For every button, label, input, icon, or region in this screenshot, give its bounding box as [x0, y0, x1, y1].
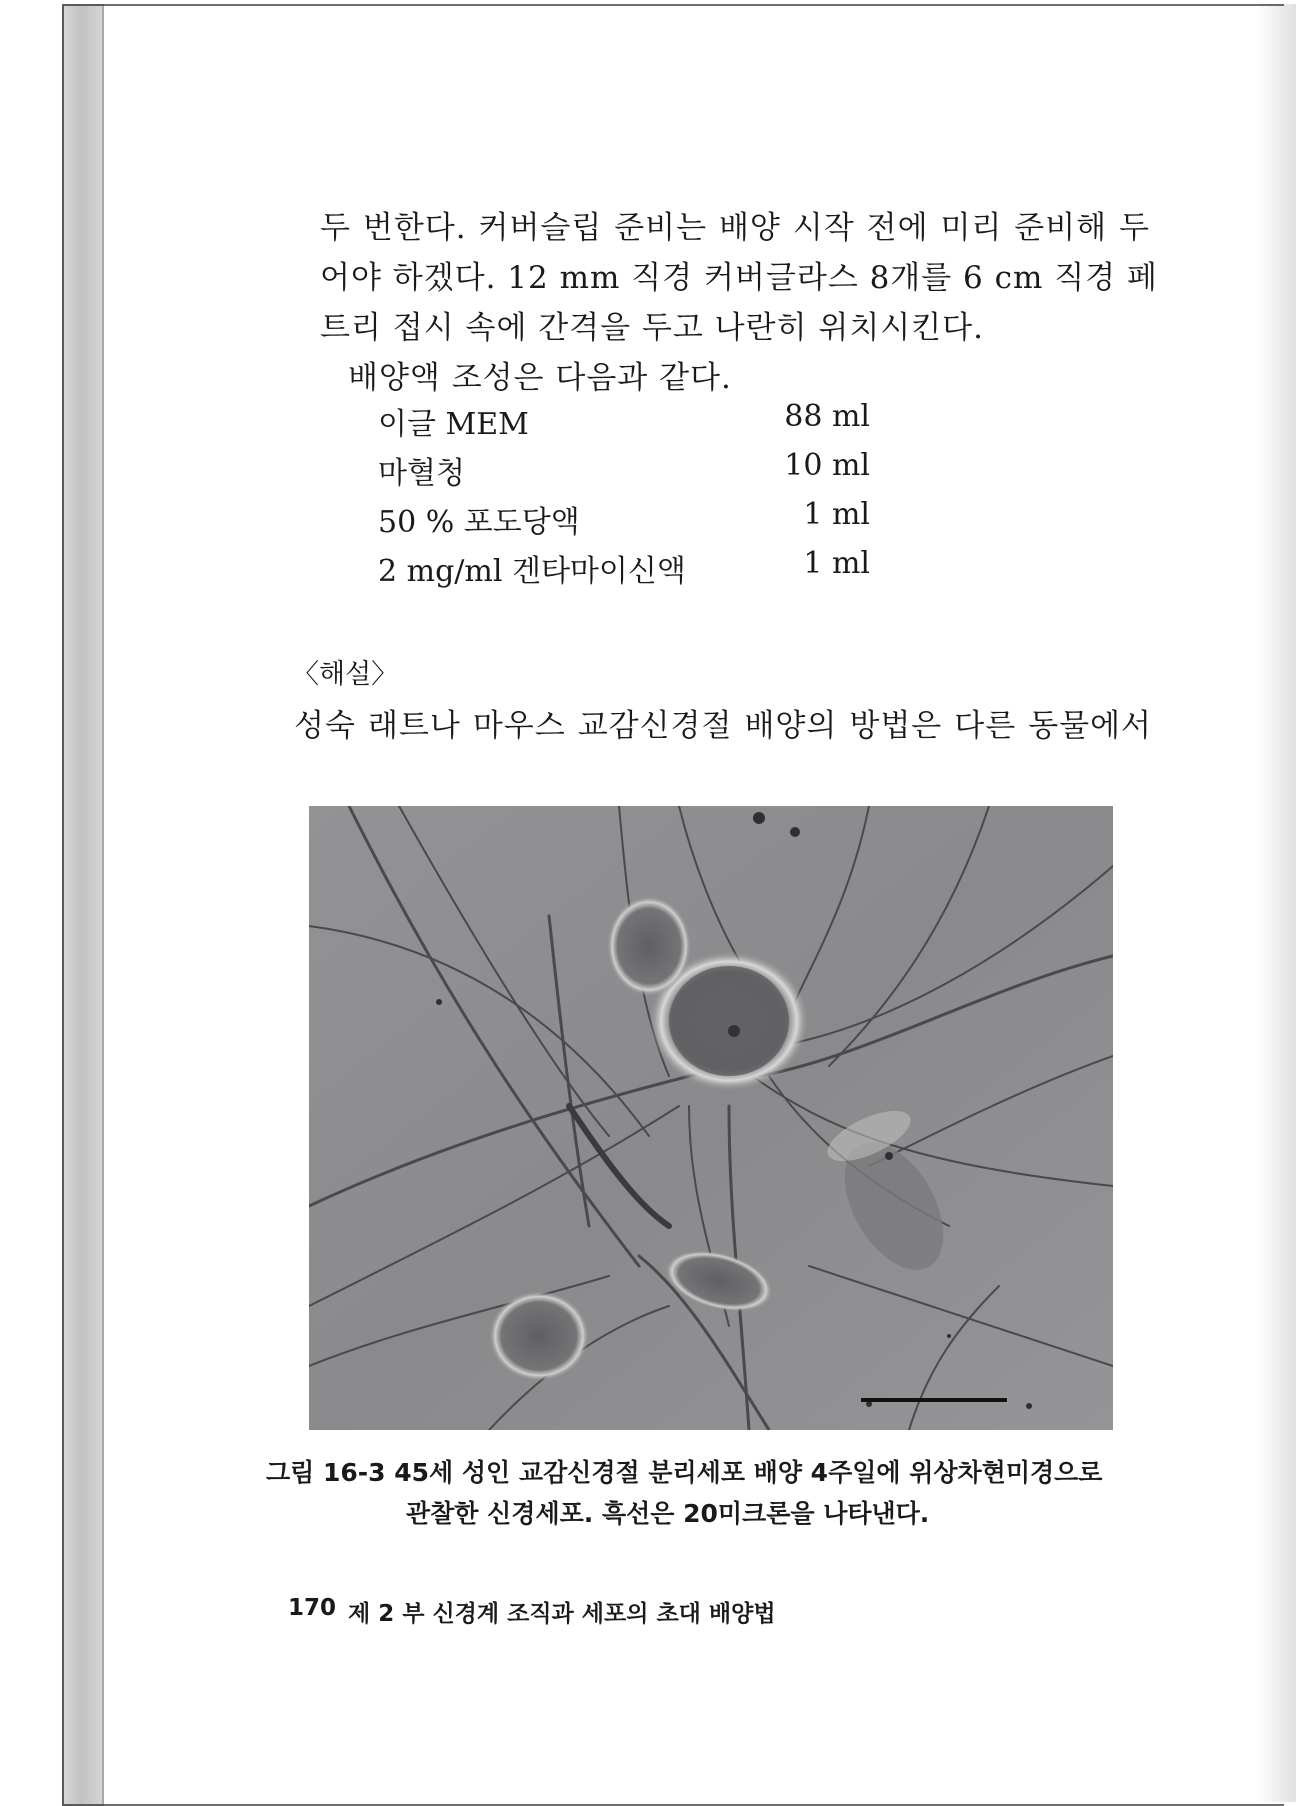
figure-caption-line-2: 관찰한 신경세포. 흑선은 20미크론을 나타낸다.: [406, 1499, 930, 1528]
phase-contrast-micrograph: [309, 806, 1113, 1430]
recipe-item-name: 마혈청: [378, 456, 465, 491]
body-line-2: 어야 하겠다. 12 mm 직경 커버글라스 8개를 6 cm 직경 페: [320, 260, 1158, 296]
recipe-item-name: 이글 MEM: [378, 407, 529, 442]
recipe-item-amount: 88 ml: [784, 399, 870, 434]
recipe-item-amount: 10 ml: [784, 448, 870, 483]
figure-caption-line-1: 그림 16-3 45세 성인 교감신경절 분리세포 배양 4주일에 위상차현미경으로: [266, 1458, 1103, 1487]
page-edge-shadow: [1256, 4, 1296, 1802]
commentary-line: 성숙 래트나 마우스 교감신경절 배양의 방법은 다른 동물에서: [294, 708, 1152, 744]
book-spine: [62, 4, 108, 1806]
running-footer-title: 제 2 부 신경계 조직과 세포의 초대 배양법: [348, 1601, 776, 1627]
body-line-3: 트리 접시 속에 간격을 두고 나란히 위치시킨다.: [320, 310, 984, 346]
recipe-item-name: 50 % 포도당액: [378, 505, 580, 540]
recipe-item-amount: 1 ml: [803, 546, 870, 581]
recipe-item-amount: 1 ml: [803, 497, 870, 532]
recipe-item-name: 2 mg/ml 겐타마이신액: [378, 554, 686, 589]
body-line-1: 두 번한다. 커버슬립 준비는 배양 시작 전에 미리 준비해 두: [320, 210, 1150, 246]
page-number: 170: [288, 1595, 337, 1621]
body-line-4: 배양액 조성은 다음과 같다.: [348, 360, 732, 396]
commentary-heading: 〈해설〉: [292, 659, 399, 690]
